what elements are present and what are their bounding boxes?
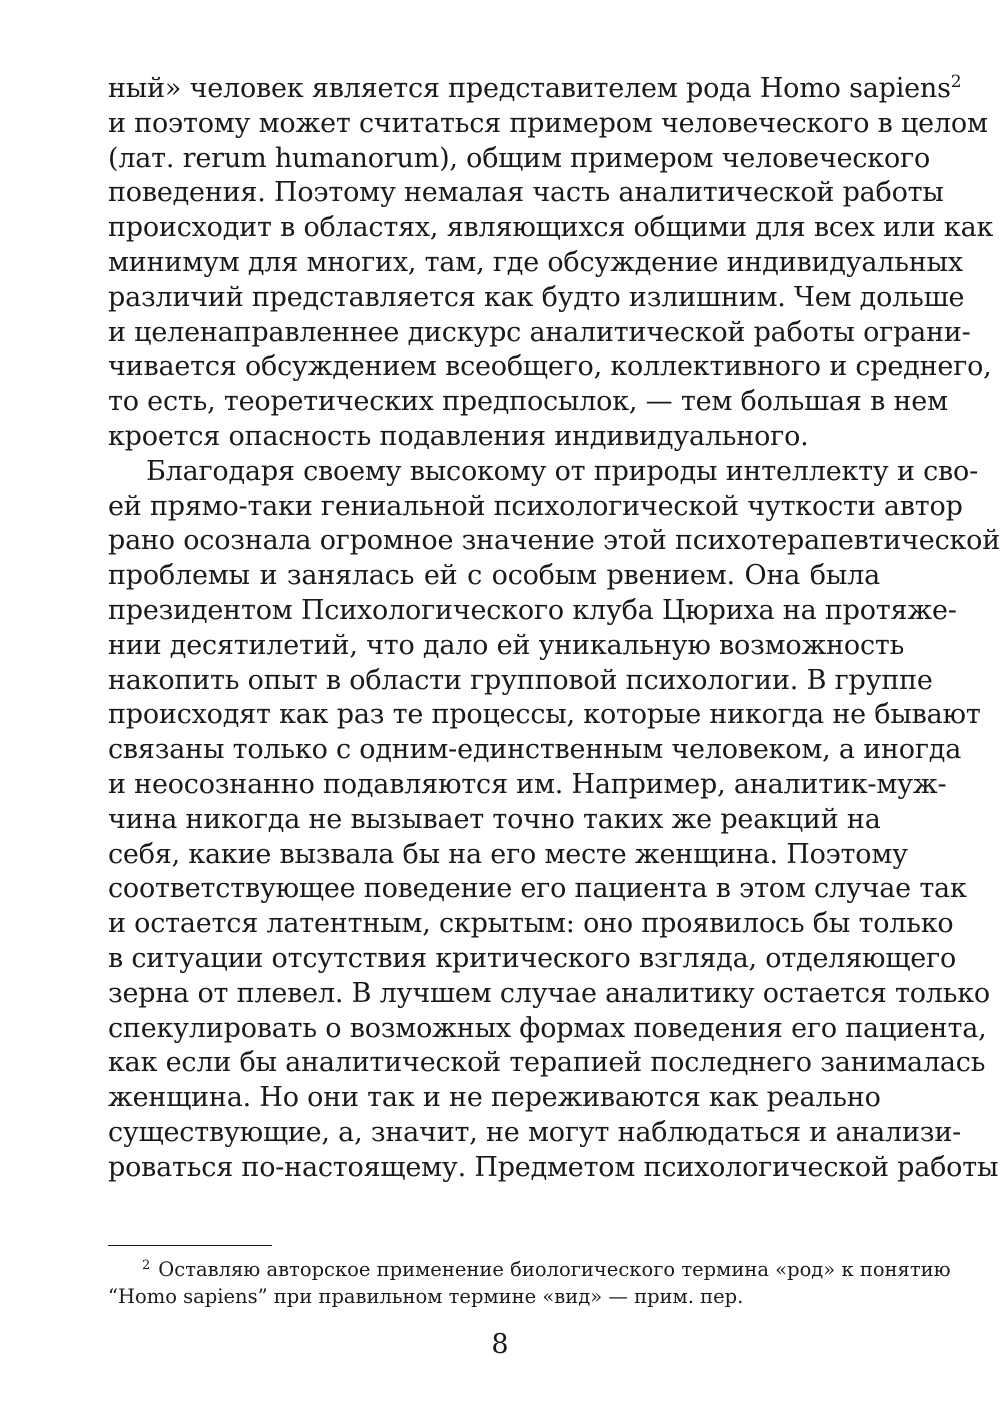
text-line: кроется опасность подавления индивидуального. xyxy=(108,420,809,452)
text-line: то есть, теоретических предпосылок, — тем большая в нем xyxy=(108,386,948,418)
text-line: и поэтому может считаться примером человеческого в целом xyxy=(108,107,988,139)
text-line: как если бы аналитической терапией последнего занималась xyxy=(108,1047,986,1079)
text-line: и остается латентным, скрытым: оно проявилось бы только xyxy=(108,908,954,940)
text-line: ей прямо-таки гениальной психологической чуткости автор xyxy=(108,490,963,522)
text-line: рано осознала огромное значение этой психотерапевтической xyxy=(108,525,1000,557)
text-line: накопить опыт в области групповой психологии. В группе xyxy=(108,664,933,696)
footnote-line: $^2$ Оставляю авторское применение биологического термина «род» к понятию xyxy=(142,1258,951,1281)
text-line: чина никогда не вызывает точно таких же реакций на xyxy=(108,803,881,835)
footnote-reference[interactable]: 2 xyxy=(950,72,962,92)
paragraph-1 xyxy=(108,72,994,455)
text-line: нии десятилетий, что дало ей уникальную возможность xyxy=(108,629,905,661)
text-line: минимум для многих, там, где обсуждение индивидуальных xyxy=(108,246,963,278)
text-line: ный» человек является представителем рода Homo sapiens$^2$ xyxy=(108,72,962,104)
body-text xyxy=(108,72,1000,1186)
text-line: чивается обсуждением всеобщего, коллективного и среднего, xyxy=(108,351,992,383)
text-line: Благодаря своему высокому от природы интеллекту и сво- xyxy=(146,455,979,487)
text-line: происходят как раз те процессы, которые никогда не бывают xyxy=(108,699,981,731)
text-line: проблемы и занялась ей с особым рвением. Она была xyxy=(108,560,880,592)
text-line: (лат. rerum humanorum), общим примером человеческого xyxy=(108,142,931,174)
text-line: и неосознанно подавляются им. Например, аналитик-муж- xyxy=(108,768,947,800)
text-line: различий представляется как будто излишним. Чем дольше xyxy=(108,281,965,313)
text-line: себя, какие вызвала бы на его месте женщина. Поэтому xyxy=(108,838,908,870)
footnote-line: “Homo sapiens” при правильном термине «вид» — прим. пер. xyxy=(108,1285,744,1308)
text-line: соответствующее поведение его пациента в этом случае так xyxy=(108,873,967,905)
text-line: поведения. Поэтому немалая часть аналитической работы xyxy=(108,177,944,209)
text-line: в ситуации отсутствия критического взгляда, отделяющего xyxy=(108,942,957,974)
paragraph-2 xyxy=(108,455,1000,1186)
page-number: 8 xyxy=(491,1329,509,1360)
text-line: спекулировать о возможных формах поведения его пациента, xyxy=(108,1012,987,1044)
text-line: связаны только с одним-единственным человеком, а иногда xyxy=(108,734,962,766)
footnote-divider xyxy=(108,1245,272,1246)
text-line: существующие, а, значит, не могут наблюдаться и анализи- xyxy=(108,1116,962,1148)
text-line: происходит в областях, являющихся общими для всех или как xyxy=(108,212,994,244)
text-line: президентом Психологического клуба Цюриха на протяже- xyxy=(108,594,957,626)
text-line: и целенаправленнее дискурс аналитической работы ограни- xyxy=(108,316,971,348)
text-line: роваться по-настоящему. Предметом психологической работы xyxy=(108,1151,999,1183)
text-line: женщина. Но они так и не переживаются как реально xyxy=(108,1082,881,1114)
footnote-number: 2 xyxy=(142,1258,151,1273)
text-line: зерна от плевел. В лучшем случае аналитику остается только xyxy=(108,977,990,1009)
footnote xyxy=(108,1256,951,1310)
